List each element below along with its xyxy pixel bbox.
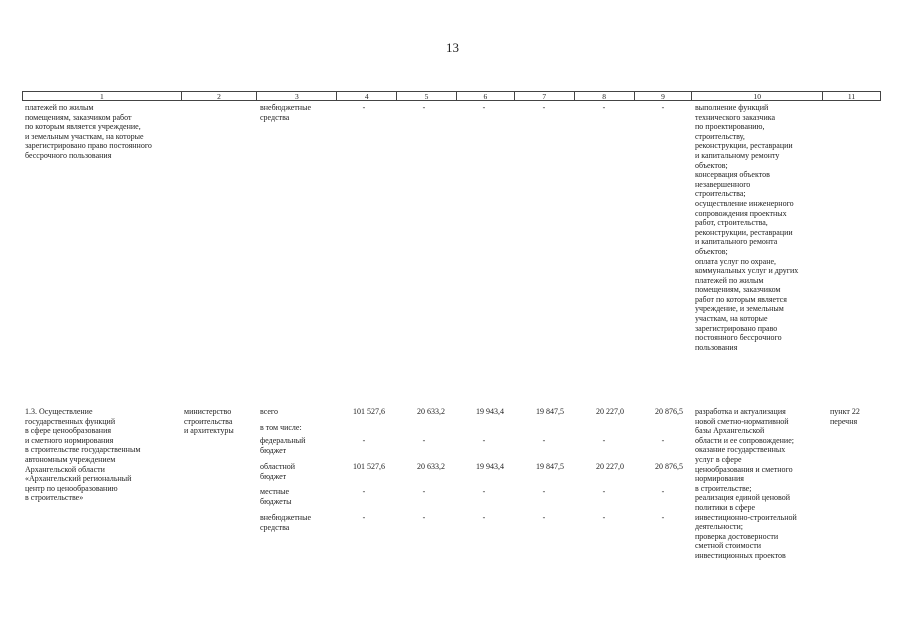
row1-col8-value: - (602, 103, 606, 112)
row2-federal-col4: - (362, 436, 366, 445)
row2-federal-col8: - (602, 436, 606, 445)
table-header-row (22, 91, 881, 101)
header-col-3: 3 (257, 92, 337, 100)
row2-extra-col9: - (661, 513, 665, 522)
page-number: 13 (446, 40, 459, 55)
header-col-4: 4 (337, 92, 397, 100)
header-col-1: 1 (23, 92, 182, 100)
row2-federal-col6: - (482, 436, 486, 445)
header-col-8: 8 (575, 92, 635, 100)
header-col-7: 7 (515, 92, 575, 100)
row2-regional-col9: 20 876,5 (655, 462, 683, 471)
row2-extra-col5: - (422, 513, 426, 522)
row2-source-federal: федеральный бюджет (260, 436, 306, 455)
row1-col6-value: - (482, 103, 486, 112)
row2-regional-col4: 101 527,6 (353, 462, 385, 471)
row1-col5-value: - (422, 103, 426, 112)
row2-extra-col7: - (542, 513, 546, 522)
row2-regional-col5: 20 633,2 (417, 462, 445, 471)
row2-total-col9: 20 876,5 (655, 407, 683, 416)
row2-extra-col6: - (482, 513, 486, 522)
row2-source-regional: областной бюджет (260, 462, 296, 481)
row2-regional-col7: 19 847,5 (536, 462, 564, 471)
row2-total-col4: 101 527,6 (353, 407, 385, 416)
row2-source-extra: внебюджетные средства (260, 513, 311, 532)
row2-local-col9: - (661, 487, 665, 496)
row2-federal-col7: - (542, 436, 546, 445)
row2-regional-col8: 20 227,0 (596, 462, 624, 471)
row1-col4-value: - (362, 103, 366, 112)
row1-col7-value: - (542, 103, 546, 112)
row2-col11-reference: пункт 22 перечня (830, 407, 860, 426)
row2-extra-col4: - (362, 513, 366, 522)
header-col-11: 11 (847, 92, 856, 101)
row2-local-col5: - (422, 487, 426, 496)
row2-local-col7: - (542, 487, 546, 496)
row2-regional-col6: 19 943,4 (476, 462, 504, 471)
row1-col1-text: платежей по жилым помещениям, заказчиком работ по которым является учреждение, и земельным участкам, на которые зарегистрировано право постоянного бессрочного пользования (25, 103, 152, 160)
row2-col1-text: 1.3. Осуществление государственных функций в сфере ценообразования и сметного нормирования в строительстве государственным автономным учреждением Архангельской области «Архангельский региональный центр по ценообразованию в строительстве» (25, 407, 141, 503)
row2-source-total: всего (260, 407, 279, 416)
row1-col3-source: внебюджетные средства (260, 103, 311, 122)
row2-extra-col8: - (602, 513, 606, 522)
row2-federal-col5: - (422, 436, 426, 445)
row2-col2-executor: министерство строительства и архитектуры (184, 407, 234, 436)
row2-local-col8: - (602, 487, 606, 496)
row2-total-col5: 20 633,2 (417, 407, 445, 416)
row2-source-local: местные бюджеты (260, 487, 292, 506)
row2-federal-col9: - (661, 436, 665, 445)
row2-total-col6: 19 943,4 (476, 407, 504, 416)
row1-col10-text: выполнение функций технического заказчика по проектированию, строительству, реконструкции, реставрации и капитальному ремонту объектов; консервация объектов незавершенного строительства; осуществление инженерного сопровождения проектных работ, строительства, реконструкции, реставрации и капитального ремонта объектов; оплата услуг по охране, коммунальных услуг и других платежей по жилым помещениям, заказчиком работ по которым является учреждение, и земельным участкам, на которые зарегистрировано право постоянного бессрочного пользования (695, 103, 799, 352)
header-col-6: 6 (457, 92, 515, 100)
header-col-9: 9 (635, 92, 693, 100)
row2-source-including: в том числе: (260, 423, 302, 432)
row2-local-col6: - (482, 487, 486, 496)
header-col-5: 5 (397, 92, 457, 100)
header-col-2: 2 (182, 92, 258, 100)
row2-total-col7: 19 847,5 (536, 407, 564, 416)
row2-local-col4: - (362, 487, 366, 496)
row2-col10-text: разработка и актуализация новой сметно-нормативной базы Архангельской области и ее сопровождение; оказание государственных услуг в сфере ценообразования и сметного нормирования в строительстве; реализация единой ценовой политики в сфере инвестиционно-строительной деятельности; проверка достоверности сметной стоимости инвестиционных проектов (695, 407, 797, 560)
row1-col9-value: - (661, 103, 665, 112)
row2-total-col8: 20 227,0 (596, 407, 624, 416)
header-col-10: 10 (692, 92, 823, 100)
